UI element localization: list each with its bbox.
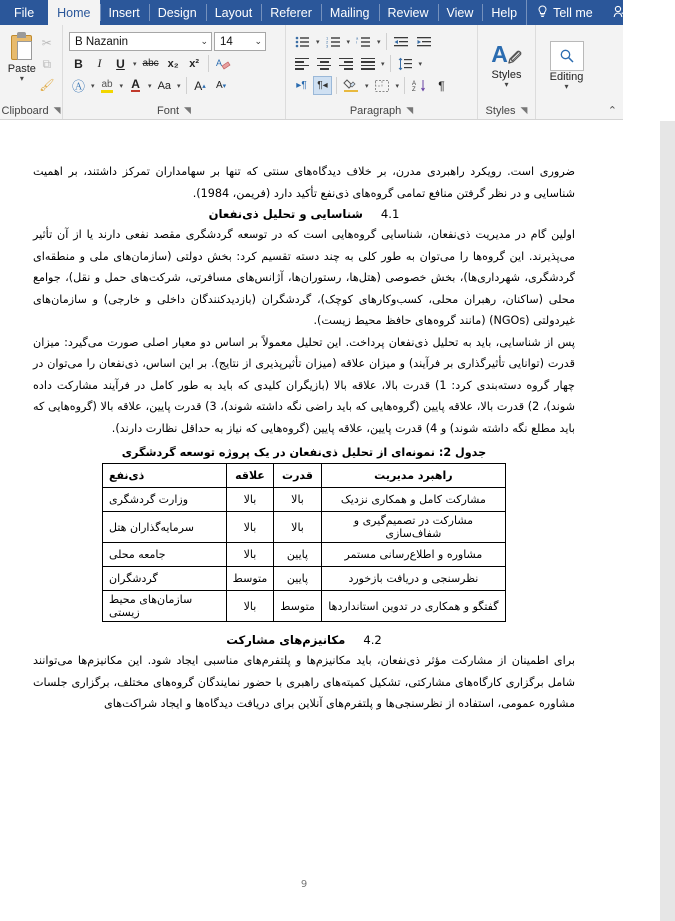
table-row: [103, 591, 506, 622]
cell-power: متوسط: [274, 591, 322, 622]
svg-text:2: 2: [325, 39, 328, 45]
tab-view[interactable]: [438, 0, 483, 25]
tab-references[interactable]: [261, 0, 321, 25]
tab-help[interactable]: [482, 0, 526, 25]
heading-4-2-number: 4.2: [363, 633, 382, 647]
svg-text:i: i: [356, 39, 357, 45]
paragraph-2: اولین گام در مدیریت ذی‌نفعان، شناسایی گروه‌هایی است که در توسعه گردشگری مقصد نفعی دارند یا از آن تأثیر می‌پذیرند. این گروه‌ها را می‌توان به طور کلی به چند دسته تقسیم کرد: بخش دولتی (سازمان‌های ملی و منطقه‌ای گردشگری، شهرداری‌ها)، بخش خصوصی (هتل‌ها، رستوران‌ها، آژانس‌های مسافرتی، شرکت‌های حمل و نقل)، جوامع محلی (ساکنان، رهبران محلی، کسب‌وکارهای کوچک)، گردشگران (بازدیدکنندگان داخلی و خارجی) و سازمان‌های غیردولتی (NGOs) (مانند گروه‌های حافظ محیط زیست).: [33, 228, 575, 327]
tell-me-button[interactable]: [526, 0, 603, 25]
font-combo-row: [69, 32, 279, 51]
align-left-icon[interactable]: [292, 54, 312, 73]
cell-stakeholder: وزارت گردشگری: [103, 488, 227, 512]
font-group-label-row: [66, 103, 282, 119]
paste-button[interactable]: [6, 30, 38, 101]
font-color-row: [69, 76, 279, 95]
font-name-combobox[interactable]: [69, 32, 212, 51]
tab-design[interactable]: [149, 0, 206, 25]
heading-4-1: [33, 207, 575, 221]
magnifier-icon: [550, 41, 584, 71]
svg-text:A: A: [412, 81, 417, 87]
show-formatting-marks-button[interactable]: ¶: [438, 78, 445, 93]
text-effects-icon[interactable]: Ⓐ: [72, 79, 86, 94]
clipboard-group-body: [3, 28, 59, 103]
text-effects-caret-icon[interactable]: ▾: [91, 82, 95, 90]
paragraph-align-row: [292, 54, 471, 73]
heading-4-2-text: مکانیزم‌های مشارکت: [226, 633, 346, 647]
tab-mailings[interactable]: [321, 0, 379, 25]
numbering-caret-icon[interactable]: ▾: [346, 38, 351, 46]
table-row: [103, 543, 506, 567]
paste-dropdown-caret-icon[interactable]: ▾: [19, 74, 24, 83]
editing-button[interactable]: [542, 30, 591, 101]
align-center-icon[interactable]: [314, 54, 334, 73]
page-number: 9: [300, 879, 308, 890]
svg-text:Z: Z: [412, 87, 416, 93]
tab-home[interactable]: [48, 0, 99, 25]
table-row: [103, 512, 506, 543]
bullets-icon[interactable]: [292, 32, 313, 51]
clipboard-dialog-launcher-icon[interactable]: ◥: [53, 104, 61, 115]
borders-caret-icon[interactable]: ▾: [395, 82, 400, 90]
font-group-label: Font: [157, 105, 180, 117]
ribbon-group-editing: [535, 25, 597, 119]
tab-mailings-label: Mailing: [329, 5, 370, 20]
document-canvas[interactable]: [0, 121, 675, 921]
bold-button[interactable]: B: [74, 56, 83, 71]
table-header-row: [103, 464, 506, 488]
tab-references-label: Referer: [270, 5, 312, 20]
clipboard-group-label: Clipboard: [1, 105, 49, 117]
styles-tile-label: Styles: [491, 69, 522, 81]
font-color-caret-icon[interactable]: ▾: [148, 82, 152, 90]
align-right-icon[interactable]: [336, 54, 356, 73]
sort-icon[interactable]: [409, 76, 430, 95]
styles-group-label-row: [481, 103, 532, 119]
table-row: [103, 488, 506, 512]
bullets-caret-icon[interactable]: ▾: [316, 38, 320, 46]
justify-caret-icon[interactable]: ▾: [381, 60, 385, 68]
editing-group-label-row: [539, 103, 594, 119]
vertical-scrollbar[interactable]: [660, 121, 675, 921]
font-group-body: [66, 28, 282, 103]
paragraph-list-row: [292, 32, 471, 51]
tell-me-label: Tell me: [553, 5, 593, 20]
format-painter-icon[interactable]: 🖌: [39, 77, 55, 92]
subscript-button[interactable]: x₂: [167, 57, 179, 70]
tab-insert[interactable]: [100, 0, 149, 25]
ribbon-group-paragraph: [285, 25, 477, 119]
cell-power: بالا: [274, 488, 322, 512]
cell-strategy: گفتگو و همکاری در تدوین استانداردها: [321, 591, 505, 622]
shrink-font-icon[interactable]: A ▾: [215, 80, 227, 91]
ribbon-tab-bar: [0, 0, 666, 25]
change-case-caret-icon[interactable]: ▾: [177, 82, 181, 90]
lightbulb-icon: [537, 5, 548, 21]
editing-group-body: [539, 28, 594, 103]
table-row: [103, 567, 506, 591]
svg-text:3: 3: [325, 43, 328, 49]
heading-4-1-number: 4.1: [380, 207, 400, 221]
cell-stakeholder: سازمان‌های محیط زیستی: [103, 591, 227, 622]
paragraph-group-label: Paragraph: [349, 105, 402, 117]
styles-dropdown-caret-icon[interactable]: ▾: [504, 80, 509, 89]
clipboard-small-buttons: [38, 30, 56, 101]
cell-interest: بالا: [226, 543, 274, 567]
editing-dropdown-caret-icon[interactable]: ▾: [564, 82, 569, 91]
tab-insert-label: Insert: [108, 5, 140, 20]
clear-formatting-icon[interactable]: [213, 54, 235, 73]
clipboard-group-label-row: [3, 103, 59, 119]
ltr-direction-icon[interactable]: ▸¶: [296, 80, 307, 91]
table-body: [103, 464, 506, 622]
font-style-row: [69, 54, 279, 73]
borders-icon[interactable]: [372, 76, 393, 95]
strikethrough-button[interactable]: abc: [142, 58, 159, 69]
paragraph-3: پس از شناسایی، باید به تحلیل ذی‌نفعان پرداخت. این تحلیل معمولاً بر اساس دو معیار اصلی صورت می‌گیرد: میزان قدرت (توانایی تأثیرگذاری بر فرآیند) و میزان علاقه (میزان تأثیرپذیری از نتایج). بر این اساس، ذی‌نفعان را می‌توان در چهار گروه دسته‌بندی کرد: 1) قدرت بالا، علاقه بالا (بازیگران کلیدی که باید به طور کامل در فرآیند مشارکت داده شوند)، 2) قدرت بالا، علاقه پایین (گروه‌هایی که باید راضی نگه داشته شوند)، 3) قدرت پایین، علاقه بالا (گروه‌هایی که باید مطلع نگه داشته شوند) و 4) قدرت پایین، علاقه پایین (گروه‌هایی که نیاز به حداقل نظارت دارند).: [33, 335, 576, 435]
heading-4-1-text: شناسایی و تحلیل ذی‌نفعان: [208, 207, 363, 221]
numbering-icon[interactable]: [323, 32, 344, 51]
tab-home-label: Home: [57, 5, 91, 20]
cell-stakeholder: گردشگران: [103, 567, 227, 591]
styles-icon: A🖉: [491, 41, 522, 67]
tab-review[interactable]: [379, 0, 438, 25]
svg-text:a: a: [356, 35, 359, 41]
tab-review-label: Review: [387, 5, 429, 20]
chevron-down-icon: ⌄: [200, 36, 208, 46]
header-power: قدرت: [274, 464, 322, 488]
decrease-indent-icon[interactable]: [391, 32, 412, 51]
cell-stakeholder: جامعه محلی: [103, 543, 227, 567]
ribbon-group-font: [62, 25, 285, 119]
cell-strategy: نظرسنجی و دریافت بازخورد: [321, 567, 505, 591]
paragraph-group-body: [289, 28, 474, 103]
copy-icon[interactable]: ⧉: [42, 56, 52, 71]
chevron-down-icon: ⌄: [254, 36, 262, 46]
cell-interest: بالا: [226, 512, 274, 543]
ribbon-group-clipboard: [0, 25, 62, 119]
change-case-button[interactable]: Aa: [157, 79, 172, 92]
tab-file-label: File: [14, 5, 35, 20]
heading-4-2: [33, 633, 575, 647]
underline-button[interactable]: U: [116, 56, 125, 71]
tab-design-label: Design: [157, 5, 197, 20]
increase-indent-icon[interactable]: [414, 32, 435, 51]
justify-icon[interactable]: [358, 54, 378, 73]
collapse-ribbon-icon[interactable]: ⌃: [607, 105, 617, 117]
cell-power: پایین: [274, 543, 322, 567]
styles-group-body: [481, 28, 532, 103]
font-name-value: B Nazanin: [75, 35, 129, 48]
superscript-button[interactable]: x²: [189, 57, 200, 70]
cell-stakeholder: سرمایه‌گذاران هتل: [103, 512, 227, 543]
share-person-icon: [613, 5, 627, 21]
cell-strategy: مشارکت در تصمیم‌گیری و شفاف‌سازی: [321, 512, 505, 543]
paragraph-1: ضروری است. رویکرد راهبردی مدرن، بر خلاف دیدگاه‌های سنتی که تنها بر سهامداران تمرکز داشتند، بر اهمیت شناسایی و در نظر گرفتن منافع تمامی گروه‌های ذی‌نفع تأکید دارد (فریمن، 1984).: [33, 165, 575, 200]
grow-font-icon[interactable]: A ▴: [194, 78, 206, 93]
cell-strategy: مشاوره و اطلاع‌رسانی مستمر: [321, 543, 505, 567]
styles-group-label: Styles: [485, 105, 516, 117]
font-color-icon[interactable]: A: [131, 77, 140, 91]
multilevel-list-icon[interactable]: [353, 32, 374, 51]
tab-layout[interactable]: [206, 0, 262, 25]
tab-bar-right-cluster: [526, 0, 675, 25]
tab-help-label: Help: [491, 5, 518, 20]
ribbon: [0, 25, 623, 120]
shading-caret-icon[interactable]: ▾: [365, 82, 369, 90]
rtl-direction-icon[interactable]: ¶◂: [313, 76, 332, 95]
cell-interest: بالا: [226, 488, 274, 512]
paragraph-dialog-launcher-icon[interactable]: ◥: [406, 104, 414, 115]
paragraph-direction-row: [292, 76, 471, 95]
highlight-caret-icon[interactable]: ▾: [119, 82, 124, 90]
paragraph-4: برای اطمینان از مشارکت مؤثر ذی‌نفعان، باید مکانیزم‌ها و پلتفرم‌های مناسبی ایجاد شود. این مکانیزم‌ها می‌توانند شامل برگزاری کارگاه‌های مشارکتی، تشکیل کمیته‌های راهبری با حضور نمایندگان گروه‌های مختلف، برگزاری جلسات مشاوره عمومی، استفاده از نظرسنجی‌ها و پلتفرم‌های آنلاین برای دریافت دیدگاه‌ها و ایجاد شراکت‌های: [33, 654, 575, 710]
share-label: Share: [631, 5, 666, 20]
header-interest: علاقه: [226, 464, 274, 488]
ribbon-group-styles: [477, 25, 535, 119]
editing-tile-label: Editing: [549, 71, 584, 83]
cell-interest: متوسط: [226, 567, 274, 591]
cell-interest: بالا: [226, 591, 274, 622]
cell-power: بالا: [274, 512, 322, 543]
paste-icon: [9, 32, 35, 62]
font-size-value: 14: [220, 35, 233, 48]
multilevel-caret-icon[interactable]: ▾: [377, 38, 381, 46]
underline-dropdown-caret-icon[interactable]: ▾: [133, 60, 137, 68]
highlight-icon[interactable]: ab: [98, 76, 117, 95]
tab-file[interactable]: [0, 0, 48, 25]
tab-layout-label: Layout: [214, 5, 253, 20]
document-page[interactable]: [0, 121, 608, 921]
tab-view-label: View: [446, 5, 474, 20]
svg-text:1: 1: [325, 35, 328, 41]
header-stakeholder: ذی‌نفع: [103, 464, 227, 488]
styles-dialog-launcher-icon[interactable]: ◥: [520, 104, 528, 115]
stakeholder-analysis-table: [102, 463, 506, 622]
share-button[interactable]: [603, 0, 675, 25]
svg-text:A: A: [215, 57, 222, 68]
cell-strategy: مشارکت کامل و همکاری نزدیک: [321, 488, 505, 512]
table-caption: جدول 2: نمونه‌ای از تحلیل ذی‌نفعان در یک پروژه توسعه گردشگری: [121, 446, 487, 459]
cell-power: پایین: [274, 567, 322, 591]
font-dialog-launcher-icon[interactable]: ◥: [184, 104, 191, 115]
paragraph-group-label-row: [289, 103, 474, 119]
shading-icon[interactable]: [341, 76, 362, 95]
styles-gallery-button[interactable]: [484, 30, 529, 101]
italic-button[interactable]: I: [97, 56, 102, 70]
line-spacing-caret-icon[interactable]: ▾: [418, 60, 423, 68]
header-strategy: راهبرد مدیریت: [321, 464, 505, 488]
font-size-combobox[interactable]: [214, 32, 266, 51]
paste-label: Paste: [7, 63, 36, 75]
scissors-icon[interactable]: ✂: [41, 35, 52, 50]
line-spacing-icon[interactable]: [395, 54, 416, 73]
